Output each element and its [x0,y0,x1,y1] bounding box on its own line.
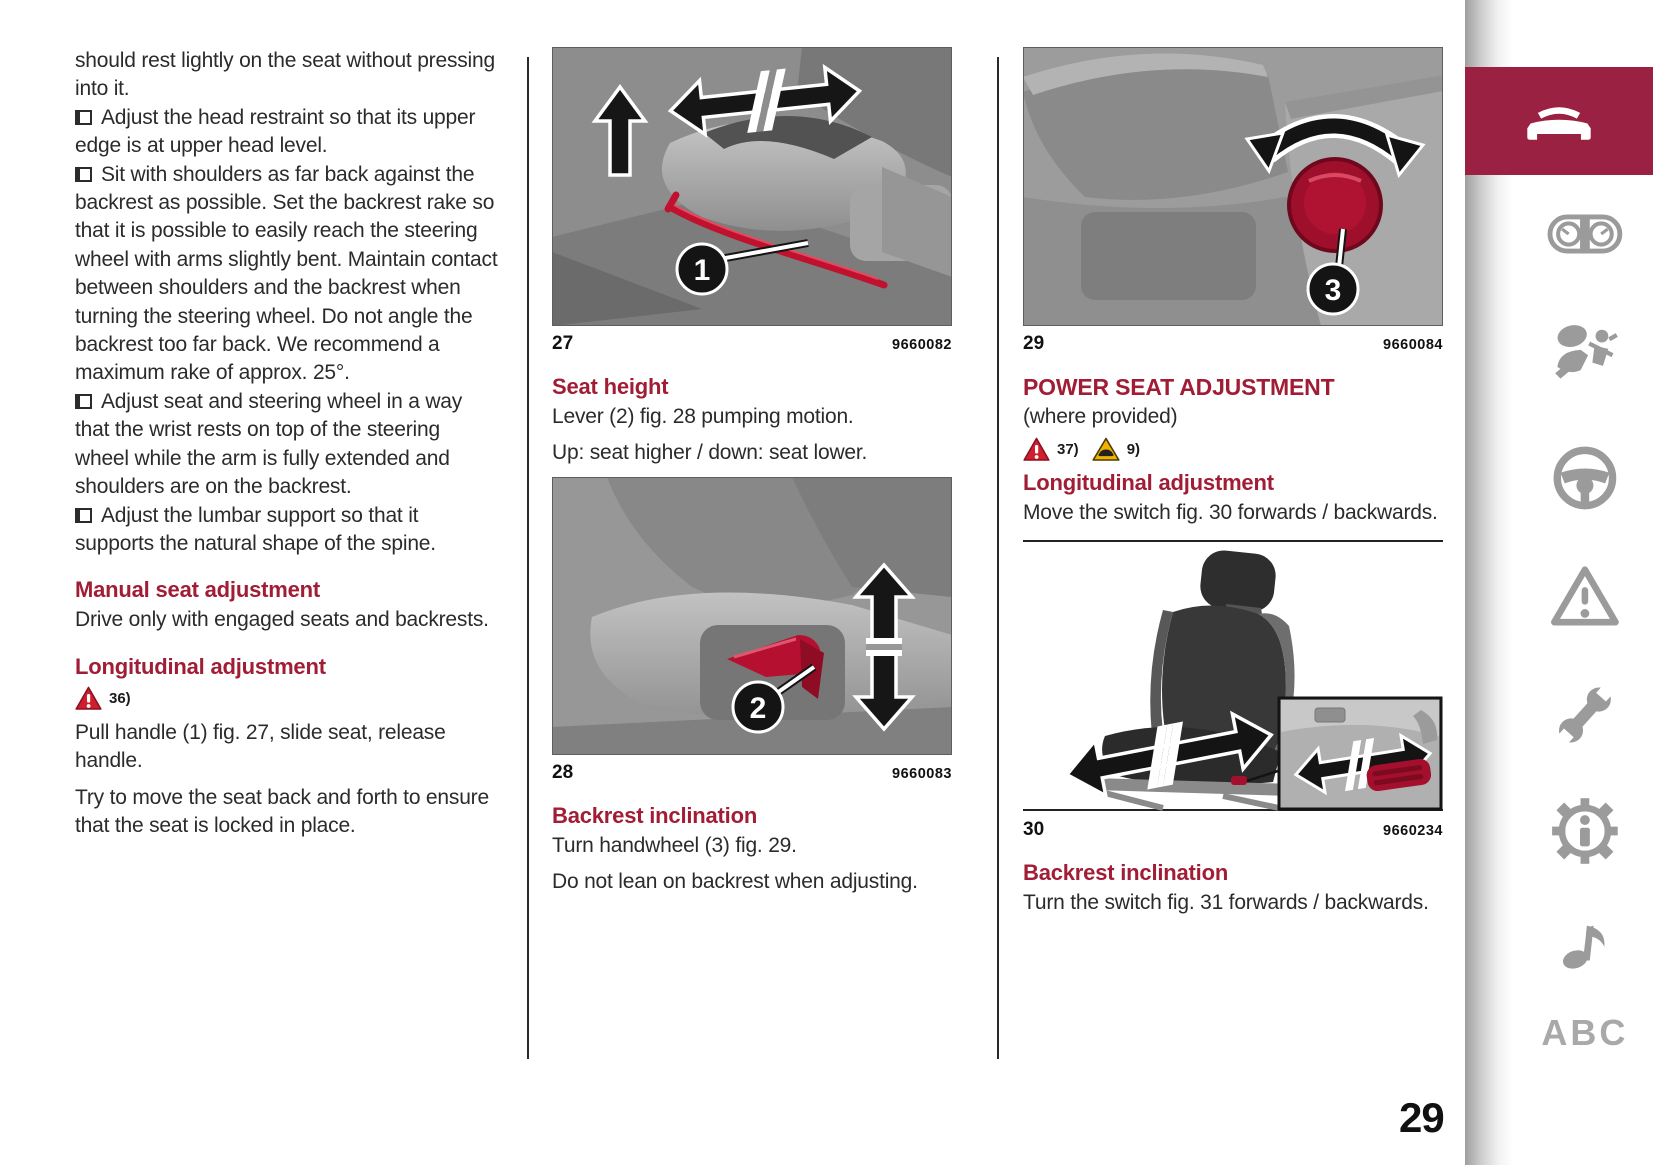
square-bullet-icon [75,508,92,523]
danger-warning-icon [75,686,102,711]
figure-27-seat-longitudinal-photo [552,47,952,326]
airbag-person-icon [1550,318,1620,386]
gear-info-icon [1549,796,1621,866]
paragraph: Drive only with engaged seats and backrests. [75,608,489,632]
section-tab-rail [1465,0,1653,1165]
section-heading: Manual seat adjustment [75,577,320,603]
paragraph: Do not lean on backrest when adjusting. [552,870,918,894]
paragraph: Up: seat higher / down: seat lower. [552,441,868,465]
sidebar-item-instrument-panel[interactable] [1537,208,1633,260]
figure-code: 9660082 [892,337,952,353]
section-heading: Longitudinal adjustment [1023,470,1274,496]
sidebar-item-safety[interactable] [1537,318,1633,386]
paragraph: should rest lightly on the seat without pressing into it. [75,49,495,101]
paragraph: Move the switch fig. 30 forwards / backwards. [1023,501,1438,525]
paragraph: Pull handle (1) fig. 27, slide seat, release handle. [75,720,446,773]
figure-number: 29 [1023,333,1045,354]
figure-number: 28 [552,761,574,783]
section-heading: Backrest inclination [552,802,758,828]
figure-number: 27 [552,333,574,354]
column-divider [997,57,999,1059]
switch-inset [1279,698,1441,809]
figure-code: 9660083 [892,765,952,782]
warning-number: 36) [109,689,131,707]
car-front-icon [1520,93,1598,149]
figure-caption [1023,333,1443,355]
left-text-column [75,47,499,840]
middle-column [552,47,952,897]
wrench-icon [1549,680,1621,750]
square-bullet-icon [75,167,92,182]
square-bullet-icon [75,110,92,125]
section-heading: POWER SEAT ADJUSTMENT [1023,374,1335,400]
paragraph: (where provided) [1023,405,1178,428]
paragraph: Lever (2) fig. 28 pumping motion. [552,405,854,428]
warning-reference-row [1023,437,1443,462]
bullet-item: Adjust the head restraint so that its upper edge is at upper head level. [75,105,476,158]
svg-text:1: 1 [693,254,711,287]
figure-29-backrest-handwheel-photo [1023,47,1443,326]
sidebar-item-multimedia[interactable] [1537,912,1633,974]
bullet-item: Adjust the lumbar support so that it supports the natural shape of the spine. [75,503,436,555]
svg-text:2: 2 [749,691,767,725]
right-column [1023,47,1443,917]
index-abc-label: ABC [1541,1012,1629,1053]
section-heading: Seat height [552,374,669,399]
warning-reference-row [75,686,499,711]
sidebar-item-warning-lights[interactable] [1537,562,1633,632]
music-note-icon [1553,912,1617,974]
figure-caption [1023,819,1443,841]
sidebar-item-maintenance[interactable] [1537,680,1633,750]
figure-code: 9660084 [1383,337,1443,353]
caution-car-icon [1092,437,1120,462]
sidebar-item-index[interactable] [1537,1012,1633,1054]
figure-number: 30 [1023,818,1045,840]
bullet-item: Adjust seat and steering wheel in a way that the wrist rests on top of the steering wheel while the arm is fully extended and shoulders are on the backrest. [75,389,463,499]
sidebar-item-starting-and-driving[interactable] [1537,444,1633,512]
warning-triangle-icon [1548,562,1622,632]
paragraph: Turn the switch fig. 31 forwards / backwards. [1023,890,1429,914]
figure-30-power-seat-switch-illustration [1023,540,1443,812]
paragraph: Turn handwheel (3) fig. 29. [552,833,797,857]
column-divider [527,57,529,1059]
steering-wheel-icon [1550,444,1620,512]
figure-caption [552,762,952,784]
danger-warning-icon [1023,437,1050,462]
paragraph: Try to move the seat back and forth to ensure that the seat is locked in place. [75,785,489,837]
sidebar-item-technical-data[interactable] [1537,796,1633,866]
sidebar-item-vehicle[interactable] [1465,67,1653,175]
figure-28-seat-height-lever-photo [552,477,952,755]
dashboard-gauges-icon [1545,208,1625,260]
figure-caption [552,333,952,355]
figure-code: 9660234 [1383,822,1443,839]
svg-text:3: 3 [1324,274,1342,307]
section-heading: Backrest inclination [1023,859,1229,885]
square-bullet-icon [75,394,92,409]
bullet-item: Sit with shoulders as far back against the backrest as possible. Set the backrest rake so that it is possible to easily reach the steering wheel with arms slightly bent. Maintain contact between shoulders and the backrest when turning the steering wheel. Do not angle the backrest too far back. We recommend a maximum rake of approx. 25°. [75,162,498,385]
warning-number: 9) [1126,441,1141,459]
section-heading: Longitudinal adjustment [75,653,326,679]
warning-number: 37) [1057,441,1079,459]
page-number: 29 [1399,1094,1444,1141]
